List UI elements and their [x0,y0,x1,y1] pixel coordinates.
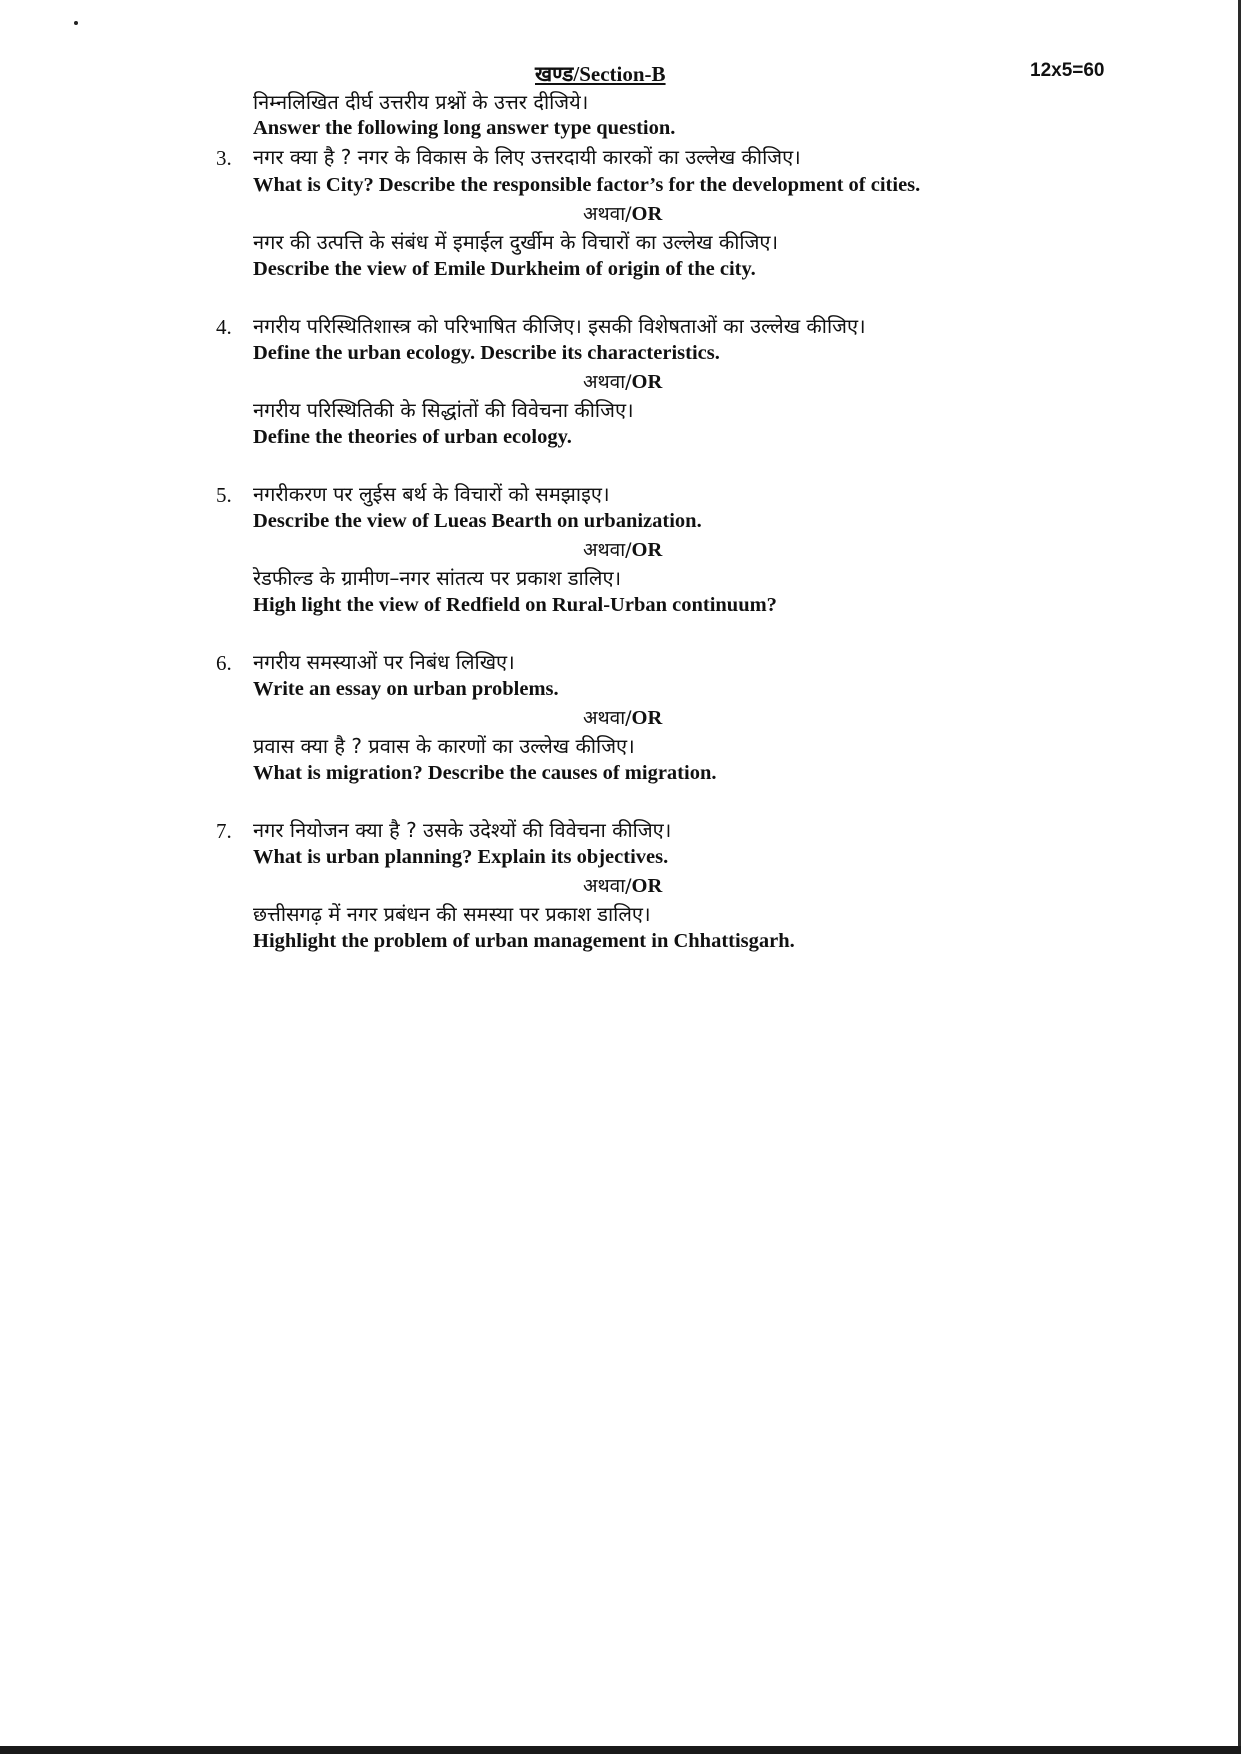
or-divider [583,704,662,730]
question-number: 4. [216,315,232,339]
or-english: OR [631,371,663,393]
question-hindi: नगरीय समस्याओं पर निबंध लिखिए। [253,650,515,674]
or-hindi: अथवा/ [583,539,632,561]
scan-speck [74,21,78,25]
question-hindi: नगरीकरण पर लुईस बर्थ के विचारों को समझाइए। [253,482,610,506]
or-english: OR [631,539,663,561]
alternative-hindi: छत्तीसगढ़ में नगर प्रबंधन की समस्या पर प्रकाश डालिए। [253,902,651,926]
instruction-hindi: निम्नलिखित दीर्घ उत्तरीय प्रश्नों के उत्तर दीजिये। [253,90,589,114]
question-english: Describe the view of Lueas Bearth on urbanization. [253,510,702,532]
alternative-english: What is migration? Describe the causes of migration. [253,762,717,784]
question-english: Write an essay on urban problems. [253,678,559,700]
marks-scheme: 12x5=60 [1030,60,1105,81]
alternative-hindi: नगर की उत्पत्ति के संबंध में इमाईल दुर्खीम के विचारों का उल्लेख कीजिए। [253,230,779,254]
or-hindi: अथवा/ [583,203,632,225]
section-title: खण्ड/Section-B [535,62,666,86]
or-english: OR [631,875,663,897]
alternative-hindi: रेडफील्ड के ग्रामीण–नगर सांतत्य पर प्रकाश डालिए। [253,566,622,590]
question-hindi: नगर क्या है ? नगर के विकास के लिए उत्तरदायी कारकों का उल्लेख कीजिए। [253,145,801,169]
or-divider [583,536,662,562]
question-english: What is urban planning? Explain its objectives. [253,846,669,868]
alternative-english: High light the view of Redfield on Rural-Urban continuum? [253,594,777,616]
alternative-english: Highlight the problem of urban management in Chhattisgarh. [253,930,795,952]
question-hindi: नगरीय परिस्थितिशास्त्र को परिभाषित कीजिए। इसकी विशेषताओं का उल्लेख कीजिए। [253,314,866,338]
or-hindi: अथवा/ [583,707,632,729]
or-hindi: अथवा/ [583,371,632,393]
alternative-hindi: नगरीय परिस्थितिकी के सिद्धांतों की विवेचना कीजिए। [253,398,634,422]
question-english: Define the urban ecology. Describe its characteristics. [253,342,720,364]
question-hindi: नगर नियोजन क्या है ? उसके उदेश्यों की विवेचना कीजिए। [253,818,672,842]
alternative-english: Describe the view of Emile Durkheim of origin of the city. [253,258,756,280]
alternative-hindi: प्रवास क्या है ? प्रवास के कारणों का उल्लेख कीजिए। [253,734,635,758]
question-number: 7. [216,819,232,843]
question-number: 3. [216,146,232,170]
or-english: OR [631,203,663,225]
question-number: 5. [216,483,232,507]
question-english: What is City? Describe the responsible factor’s for the development of cities. [253,174,921,196]
scan-bottom-edge [0,1746,1241,1754]
or-hindi: अथवा/ [583,875,632,897]
or-divider [583,368,662,394]
instruction-english: Answer the following long answer type question. [253,117,676,139]
or-english: OR [631,707,663,729]
question-number: 6. [216,651,232,675]
alternative-english: Define the theories of urban ecology. [253,426,572,448]
or-divider [583,200,662,226]
or-divider [583,872,662,898]
